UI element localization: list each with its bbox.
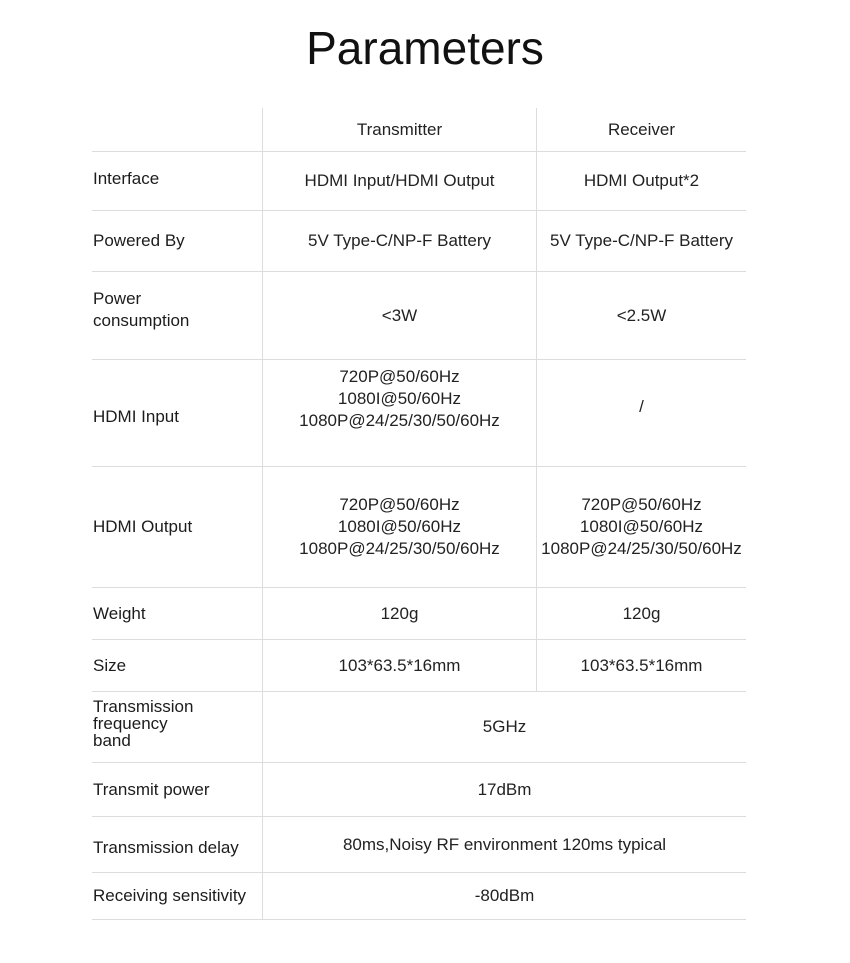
hdmi-input-transmitter: [262, 360, 536, 466]
transmission-delay-value: 80ms,Noisy RF environment 120ms typical: [262, 817, 746, 872]
label-hdmi-input: HDMI Input: [93, 407, 179, 426]
frequency-band-value: 5GHz: [262, 692, 746, 762]
label-receiving-sensitivity: Receiving sensitivity: [93, 886, 247, 905]
format-line: 1080I@50/60Hz: [337, 389, 462, 408]
row-size: [92, 640, 746, 692]
format-line: 1080P@24/25/30/50/60Hz: [299, 539, 500, 558]
label-frequency-band: [92, 692, 262, 762]
power-consumption-transmitter: <3W: [262, 272, 536, 359]
format-line: 1080P@24/25/30/50/60Hz: [299, 411, 500, 430]
format-line: 1080I@50/60Hz: [579, 517, 704, 536]
size-transmitter: 103*63.5*16mm: [262, 640, 536, 691]
label-interface: Interface: [93, 169, 160, 188]
power-consumption-receiver: <2.5W: [536, 272, 746, 359]
format-line: 720P@50/60Hz: [339, 495, 460, 514]
row-hdmi-input: [92, 360, 746, 467]
label-powered-by: Powered By: [93, 231, 185, 250]
header-transmitter: Transmitter: [262, 108, 536, 151]
format-line: 1080P@24/25/30/50/60Hz: [541, 539, 742, 558]
interface-transmitter: HDMI Input/HDMI Output: [262, 152, 536, 210]
row-powered-by: [92, 211, 746, 272]
header-receiver: Receiver: [536, 108, 746, 151]
label-weight: Weight: [93, 603, 146, 623]
table-header-row: [92, 108, 746, 152]
row-receiving-sensitivity: [92, 873, 746, 920]
label-size: Size: [93, 655, 127, 675]
row-interface: [92, 152, 746, 211]
powered-by-transmitter: 5V Type-C/NP-F Battery: [262, 211, 536, 271]
row-transmission-delay: [92, 817, 746, 873]
hdmi-output-transmitter: [262, 467, 536, 587]
format-line: 720P@50/60Hz: [339, 367, 460, 386]
weight-receiver: 120g: [536, 588, 746, 639]
label-transmit-power: Transmit power: [93, 779, 210, 799]
size-receiver: 103*63.5*16mm: [536, 640, 746, 691]
format-line: 1080I@50/60Hz: [337, 517, 462, 536]
label-hdmi-output: HDMI Output: [93, 517, 193, 536]
row-transmit-power: [92, 763, 746, 817]
label-line: band: [93, 731, 131, 750]
transmit-power-value: 17dBm: [262, 763, 746, 816]
label-line: frequency: [93, 714, 168, 733]
parameters-table: [92, 108, 746, 920]
hdmi-input-receiver: /: [536, 360, 746, 466]
label-transmission-delay: Transmission delay: [93, 837, 239, 857]
powered-by-receiver: 5V Type-C/NP-F Battery: [536, 211, 746, 271]
format-line: 720P@50/60Hz: [581, 495, 702, 514]
page-title: Parameters: [306, 22, 544, 74]
row-frequency-band: [92, 692, 746, 763]
label-line: Transmission: [93, 697, 194, 716]
label-line: consumption: [93, 311, 190, 330]
weight-transmitter: 120g: [262, 588, 536, 639]
row-hdmi-output: [92, 467, 746, 588]
label-power-consumption: [92, 272, 262, 359]
label-line: Power: [93, 289, 142, 308]
header-label-cell: [92, 108, 262, 151]
interface-receiver: HDMI Output*2: [536, 152, 746, 210]
hdmi-output-receiver: [536, 467, 746, 587]
row-power-consumption: [92, 272, 746, 360]
row-weight: [92, 588, 746, 640]
receiving-sensitivity-value: -80dBm: [262, 873, 746, 919]
